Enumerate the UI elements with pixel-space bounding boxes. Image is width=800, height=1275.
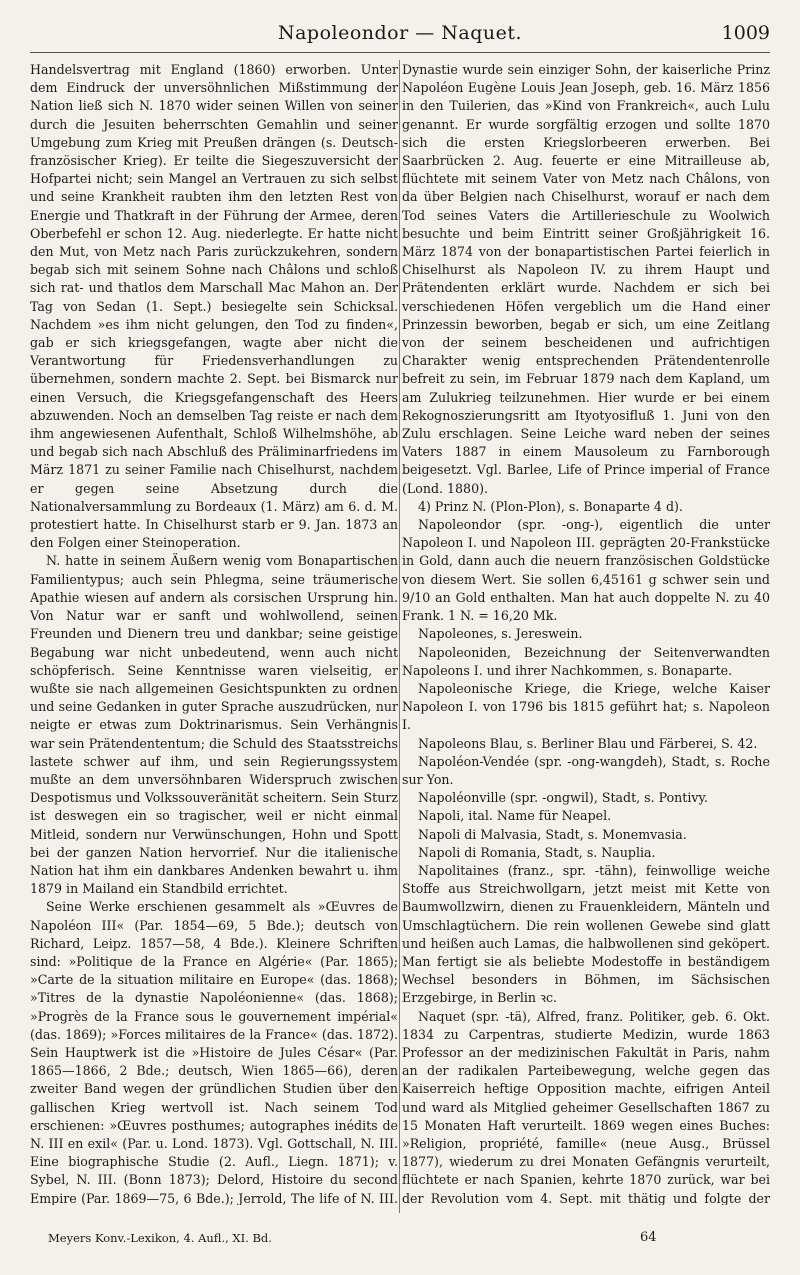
page-number: 1009 [721, 22, 770, 44]
entry-napoleonische-kriege: Napoleonische Kriege, die Kriege, welche Kaiser Napoleon I. von 1796 bis 1815 geführt hat; s. Napoleon I. [402, 680, 770, 733]
right-column [402, 60, 770, 1205]
signature-mark: 64 [640, 1230, 657, 1245]
entry-napoli-di-malvasia: Napoli di Malvasia, Stadt, s. Monemvasia. [418, 826, 687, 842]
running-title: Napoleondor — Naquet. [277, 22, 523, 44]
paragraph: N. hatte in seinem Äußern wenig vom Bonapartischen Familientypus; auch sein Phlegma, seine träumerische Apathie wiesen auf andern als corsischen Ursprung hin. Von Natur war er sanft und wohlwollend, seinen Freunden und Dienern treu und dankbar; seine geistige Begabung war nicht unbedeutend, wenn auch nicht schöpferisch. Seine Kenntnisse waren vielseitig, er wußte sie nach allgemeinen Gesichtspunkten zu ordnen und seine Gedanken in guter Sprache auszudrücken, nur neigte er etwas zum Doktrinarismus. Sein Verhängnis war sein Prätendententum; die Schuld des Staatsstreichs lastete schwer auf ihm, und sein Regierungssystem mußte an dem unversöhnbaren Widerspruch zwischen Despotismus und Volkssouveränität scheitern. Sein Sturz ist deswegen ein so tragischer, weil er nicht einmal Mitleid, sondern nur Verwünschungen, Hohn und Spott bei der ganzen Nation hervorrief. Nur die italienische Nation hat ihm ein dankbares Andenken bewahrt u. ihm 1879 in Mailand ein Standbild errichtet. [30, 553, 398, 897]
paragraph: Seine Werke erschienen gesammelt als »Œuvres de Napoléon III« (Par. 1854—69, 5 Bde.); deutsch von Richard, Leipz. 1857—58, 4 Bde.). Kleinere Schriften sind: »Politique de la France en Algérie« (Par. 1865); »Carte de la situation militaire en Europe« (das. 1868); »Titres de la dynastie Napoléonienne« (das. 1868); »Progrès de la France sous le gouvernement impérial« (das. 1869); »Forces militaires de la France« (das. 1872). Sein Hauptwerk ist die »Histoire de Jules César« (Par. 1865—1866, 2 Bde.; deutsch, Wien 1865—66), deren zweiter Band wegen der gründlichen Studien über den gallischen Krieg wertvoll ist. Nach seinem Tod erschienen: »Œuvres posthumes; autographes inédits de N. III en exil« (Par. u. Lond. 1873). Vgl. Gottschall, N. III. Eine biographische Studie (2. Aufl., Liegn. 1871); v. Sybel, N. III. (Bonn 1873); Delord, Histoire du second Empire (Par. 1869—75, 6 Bde.); Jerrold, The life of N. III. [30, 899, 398, 1205]
page-header [30, 22, 770, 53]
entry-napoleones: Napoleones, s. Jereswein. [418, 626, 583, 642]
entry-napoleon-vendee: Napoléon-Vendée (spr. -ong-wangdeh), Stadt, s. Roche sur Yon. [402, 753, 770, 787]
entry-napoleondor: Napoleondor (spr. -ong-), eigentlich die unter Napoleon I. und Napoleon III. geprägten 20-Frankstücke in Gold, dann auch die neuern französischen Goldstücke von diesem Wert. Sie sollen 6,45161 g schwer sein und 9/10 an Gold enthalten. Man hat auch doppelte N. zu 40 Frank. 1 N. = 16,20 Mk. [402, 517, 770, 624]
entry-napolitaines: Napolitaines (franz., spr. -tähn), feinwollige weiche Stoffe aus Streichwollgarn, jetzt meist mit Kette von Baumwollzwirn, dienen zu Frauenkleidern, Mänteln und Umschlagtüchern. Die rein wollenen Gewebe sind glatt und heißen auch Lamas, die halbwollenen sind geköpert. Man fertigt sie als beliebte Modestoffe in beständigem Wechsel besonders in Böhmen, im Sächsischen Erzgebirge, in Berlin ꝛc. [402, 862, 770, 1006]
left-column [30, 60, 398, 1205]
paragraph: Handelsvertrag mit England (1860) erworben. Unter dem Eindruck der unversöhnlichen Mißstimmung der Nation ließ sich N. 1870 wider seinen Willen von seiner durch die Jesuiten beherrschten Gemahlin und seiner Umgebung zum Krieg mit Preußen drängen (s. Deutsch-französischer Krieg). Er teilte die Siegeszuversicht der Hofpartei nicht; sein Mangel an Vertrauen zu sich selbst und seine Krankheit raubten ihm den letzten Rest von Energie und Thatkraft in der Führung der Armee, deren Oberbefehl er schon 12. Aug. niederlegte. Er hatte nicht den Mut, von Metz nach Paris zurückzukehren, sondern begab sich mit seinem Sohne nach Châlons und schloß sich rat- und thatlos dem Marschall Mac Mahon an. Der Tag von Sedan (1. Sept.) besiegelte sein Schicksal. Nachdem »es ihm nicht gelungen, den Tod zu finden«, gab er sich kriegsgefangen, wagte aber nicht die Verantwortung für Friedensverhandlungen zu übernehmen, sondern machte 2. Sept. bei Bismarck nur einen Versuch, die Kriegsgefangenschaft des Heers abzuwenden. Noch an demselben Tag reiste er nach dem ihm angewiesenen Aufenthalt, Schloß Wilhelmshöhe, ab und begab sich nach Abschluß des Präliminarfriedens im März 1871 zu seiner Familie nach Chiselhurst, nachdem er gegen seine Absetzung durch die Nationalversammlung zu Bordeaux (1. März) am 6. d. M. protestiert hatte. In Chiselhurst starb er 9. Jan. 1873 an den Folgen einer Steinoperation. [30, 62, 398, 551]
entry-prinz-n: 4) Prinz N. (Plon-Plon), s. Bonaparte 4 d). [418, 498, 683, 514]
entry-napoleons-blau: Napoleons Blau, s. Berliner Blau und Färberei, S. 42. [418, 735, 758, 751]
entry-napoleoniden: Napoleoniden, Bezeichnung der Seitenverwandten Napoleons I. und ihrer Nachkommen, s. Bonaparte. [402, 644, 770, 678]
entry-napoli: Napoli, ital. Name für Neapel. [418, 808, 612, 824]
entry-napoleonville: Napoléonville (spr. -ongwil), Stadt, s. Pontivy. [418, 790, 708, 806]
paragraph: Dynastie wurde sein einziger Sohn, der kaiserliche Prinz Napoléon Eugène Louis Jean Joseph, geb. 16. März 1856 in den Tuilerien, das »Kind von Frankreich«, auch Lulu genannt. Er wurde sorgfältig erzogen und sollte 1870 sich die ersten Kriegslorbeeren erwerben. Bei Saarbrücken 2. Aug. feuerte er eine Mitrailleuse ab, flüchtete mit seinem Vater von Metz nach Châlons, von da über Belgien nach Chiselhurst, worauf er nach dem Tod seines Vaters die Artillerieschule zu Woolwich besuchte und beim Eintritt seiner Großjährigkeit 16. März 1874 von der bonapartistischen Partei feierlich in Chiselhurst als Napoleon IV. zu ihrem Haupt und Prätendenten erklärt wurde. Nachdem er sich bei verschiedenen Höfen vergeblich um die Hand einer Prinzessin beworben, begab er sich, um eine Zeitlang von der seinem bescheidenen und aufrichtigen Charakter wenig entsprechenden Prätendentenrolle befreit zu sein, im Februar 1879 nach dem Kapland, um am Zulukrieg teilzunehmen. Hier wurde er bei einem Rekognoszierungsritt am Ityotyosifluß 1. Juni von den Zulu erschlagen. Seine Leiche ward neben der seines Vaters 1887 in einem Mausoleum zu Farnborough beigesetzt. Vgl. Barlee, Life of Prince imperial of France (Lond. 1880). [402, 62, 770, 496]
imprint-line: Meyers Konv.-Lexikon, 4. Aufl., XI. Bd. [48, 1231, 272, 1245]
entry-napoli-di-romania: Napoli di Romania, Stadt, s. Nauplia. [418, 844, 656, 860]
entry-naquet: Naquet (spr. -tä), Alfred, franz. Politiker, geb. 6. Okt. 1834 zu Carpentras, studierte Medizin, wurde 1863 Professor an der medizinischen Fakultät in Paris, nahm an der radikalen Parteibewegung, welche gegen das Kaiserreich heftige Opposition machte, eifrigen Anteil und ward als Mitglied geheimer Gesellschaften 1867 zu 15 Monaten Haft verurteilt. 1869 wegen eines Buches: »Religion, propriété, famille« (neue Ausg., Brüssel 1877), wiederum zu drei Monaten Gefängnis verurteilt, flüchtete er nach Spanien, kehrte 1870 zurück, war bei der Revolution vom 4. Sept. mit thätig und folgte der [402, 1008, 770, 1205]
column-divider [399, 60, 400, 1213]
